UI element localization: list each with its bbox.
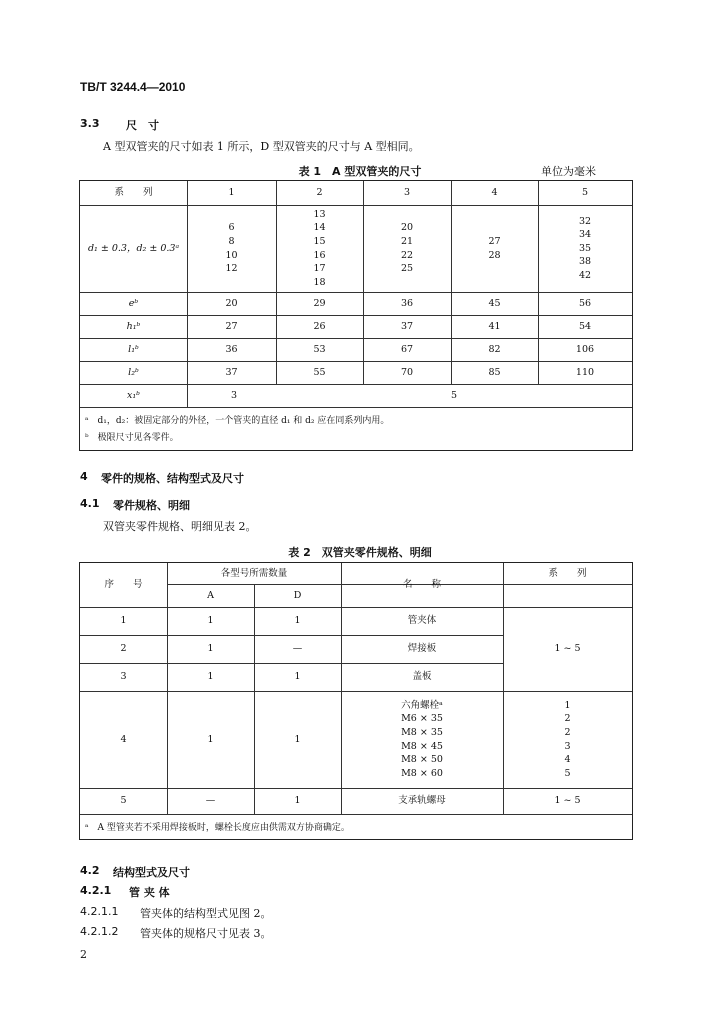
table2-row2-name: 焊接板 — [407, 643, 437, 655]
table1-l1-1: 36 — [225, 343, 238, 355]
section-3-3-title: 尺 寸 — [126, 119, 159, 132]
section-4-2-1-2-text: 管夹体的规格尺寸见表 3。 — [140, 927, 272, 940]
table2 — [79, 562, 633, 840]
table1-x1-label: x₁ᵇ — [127, 389, 140, 401]
section-3-3-text: A 型双管夹的尺寸如表 1 所示，D 型双管夹的尺寸与 A 型相同。 — [103, 140, 420, 153]
table1-l2-5: 110 — [575, 366, 595, 378]
table2-series-header: 系 列 — [548, 567, 587, 579]
table1-x1-1: 3 — [231, 389, 238, 401]
section-4-2-1-1-number: 4.2.1.1 — [80, 905, 119, 918]
table1-h1-label: h₁ᵇ — [126, 320, 141, 332]
table2-row5-name: 支承轨螺母 — [398, 795, 446, 807]
table1-caption: 表 1 A 型双管夹的尺寸 — [298, 165, 422, 178]
table2-row1-d: 1 — [294, 615, 301, 627]
table2-seq-header: 序 号 — [104, 579, 143, 591]
table1-x1-2to5: 5 — [450, 389, 458, 401]
table2-row4-a: 1 — [207, 733, 214, 745]
section-4-1-text: 双管夹零件规格、明细见表 2。 — [103, 520, 257, 533]
page-number: 2 — [80, 948, 87, 961]
table2-row3-seq: 3 — [120, 671, 127, 683]
table1-e-label: eᵇ — [128, 297, 139, 309]
table2-row5-a: — — [205, 795, 216, 807]
section-4-number: 4 — [80, 470, 88, 483]
table2-qty-header: 各型号所需数量 — [220, 567, 288, 579]
section-4-2-number: 4.2 — [80, 864, 100, 877]
table1 — [79, 180, 633, 451]
table1-note-b: ᵇ 极限尺寸见各零件。 — [85, 433, 179, 443]
table1-l2-1: 37 — [225, 366, 238, 378]
table2-row1-seq: 1 — [120, 615, 127, 627]
table2-row3-d: 1 — [294, 671, 301, 683]
table1-series-2: 2 — [316, 187, 323, 199]
table1-h1-5: 54 — [578, 320, 592, 332]
table1-unit: 单位为毫米 — [541, 165, 596, 178]
table1-h1-3: 37 — [400, 320, 414, 332]
table1-d-values-1: 6 8 10 12 — [225, 222, 238, 275]
table1-h1-4: 41 — [488, 320, 501, 332]
section-4-1-number: 4.1 — [80, 497, 100, 510]
table1-series-1: 1 — [228, 187, 235, 199]
table2-row3-name: 盖板 — [412, 671, 432, 683]
table1-l2-4: 85 — [488, 366, 501, 378]
table2-row3-a: 1 — [207, 671, 214, 683]
standard-code: TB/T 3244.4—2010 — [80, 80, 186, 94]
table1-note-a: ᵃ d₁，d₂：被固定部分的外径，一个管夹的直径 d₁ 和 d₂ 应在同系列内用。 — [85, 416, 390, 426]
table1-l1-2: 53 — [313, 343, 326, 355]
table2-type-d-header: D — [293, 589, 302, 601]
table1-e-3: 36 — [400, 297, 414, 309]
table1-l1-label: l₁ᵇ — [128, 343, 139, 355]
table1-series-5: 5 — [581, 187, 589, 199]
table2-note-a: ᵃ A 型管夹若不采用焊接板时，螺栓长度应由供需双方协商确定。 — [85, 823, 350, 833]
section-3-3-number: 3.3 — [80, 117, 100, 130]
table2-rows1to3-series: 1 ~ 5 — [554, 643, 581, 655]
table2-row5-d: 1 — [294, 795, 301, 807]
table2-row4-d: 1 — [294, 733, 301, 745]
table2-caption: 表 2 双管夹零件规格、明细 — [288, 546, 432, 559]
section-4-2-title: 结构型式及尺寸 — [113, 866, 190, 879]
table1-h1-1: 27 — [225, 320, 238, 332]
table2-row4-series: 1 2 2 3 4 5 — [564, 699, 571, 779]
table1-l1-5: 106 — [575, 343, 595, 355]
table2-row4-seq: 4 — [120, 733, 127, 745]
section-4-2-1-number: 4.2.1 — [80, 884, 112, 897]
table1-l2-label: l₂ᵇ — [128, 366, 139, 378]
table1-d-values-2: 13 14 15 16 17 18 — [313, 208, 326, 288]
table2-row1-name: 管夹体 — [407, 615, 437, 627]
table1-e-1: 20 — [225, 297, 238, 309]
table2-type-a-header: A — [207, 589, 214, 601]
table2-row4-name: 六角螺栓ᵃ M6 × 35 M8 × 35 M8 × 45 M8 × 50 M8 × 60 — [401, 699, 443, 779]
table1-l1-4: 82 — [488, 343, 501, 355]
table2-row2-d: — — [292, 643, 303, 655]
table1-d-values-5: 32 34 35 38 42 — [578, 215, 592, 281]
table1-series-header: 系 列 — [114, 187, 153, 199]
table1-l2-3: 70 — [400, 366, 414, 378]
table1-e-4: 45 — [488, 297, 501, 309]
section-4-2-1-title: 管 夹 体 — [129, 886, 170, 899]
table2-name-header: 名 称 — [402, 579, 441, 591]
table2-row5-series: 1 ~ 5 — [554, 795, 581, 807]
section-4-2-1-1-text: 管夹体的结构型式见图 2。 — [140, 907, 272, 920]
table1-e-2: 29 — [313, 297, 326, 309]
table1-h1-2: 26 — [313, 320, 326, 332]
table1-d-values-3: 20 21 22 25 — [400, 222, 414, 275]
table2-row1-a: 1 — [207, 615, 214, 627]
table2-row5-seq: 5 — [120, 795, 127, 807]
table1-l1-3: 67 — [400, 343, 414, 355]
table1-d-values-4: 27 28 — [488, 235, 501, 261]
section-4-2-1-2-number: 4.2.1.2 — [80, 925, 119, 938]
table1-l2-2: 55 — [313, 366, 326, 378]
table2-row2-a: 1 — [207, 643, 214, 655]
section-4-1-title: 零件规格、明细 — [113, 499, 190, 512]
table1-e-5: 56 — [578, 297, 592, 309]
table1-series-3: 3 — [403, 187, 411, 199]
table1-d-label: d₁ ± 0.3，d₂ ± 0.3ᵃ — [87, 242, 180, 254]
table1-series-4: 4 — [491, 187, 498, 199]
table2-row2-seq: 2 — [120, 643, 127, 655]
section-4-title: 零件的规格、结构型式及尺寸 — [101, 472, 244, 485]
